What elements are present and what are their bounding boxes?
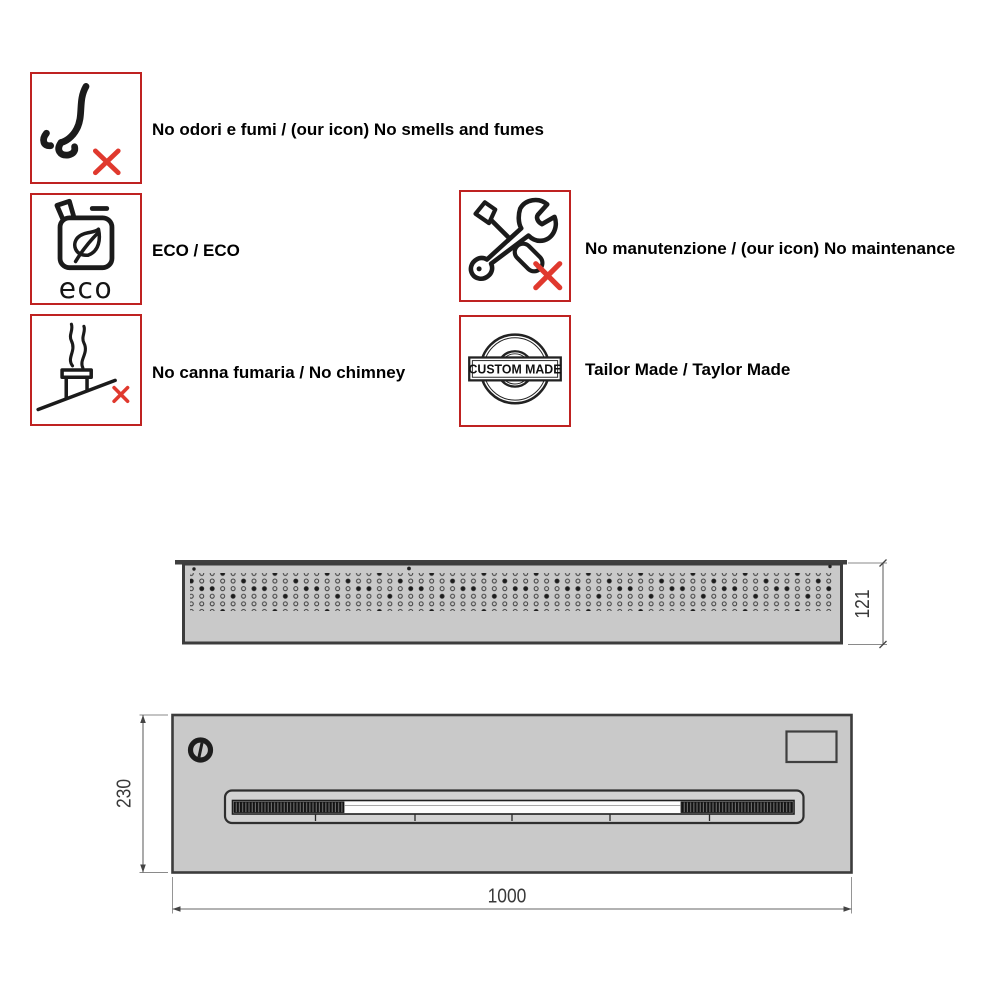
front-view xyxy=(113,715,851,914)
width-dimension-label: 1000 xyxy=(487,885,527,908)
screw-dot xyxy=(407,567,411,571)
feature-label-eco: ECO / ECO xyxy=(152,241,240,260)
eco-caption: eco xyxy=(58,271,114,303)
feature-label-no-smells: No odori e fumi / (our icon) No smells and fumes xyxy=(152,120,544,139)
burner-slot xyxy=(225,791,804,824)
burner-grid-right xyxy=(681,802,793,813)
top-view xyxy=(175,560,887,649)
control-plate xyxy=(787,732,837,763)
height-dimension xyxy=(113,715,168,873)
feature-label-no-chimney: No canna fumaria / No chimney xyxy=(152,363,406,382)
feature-label-custom-made: Tailor Made / Taylor Made xyxy=(585,360,791,379)
perforation-filled-holes xyxy=(190,573,836,611)
depth-dimension xyxy=(848,560,887,649)
depth-dimension-label: 121 xyxy=(851,589,875,619)
filler-cap-knob xyxy=(191,740,211,760)
width-dimension xyxy=(173,877,852,914)
custom-made-caption: CUSTOM MADE xyxy=(468,362,562,377)
burner-grid-left xyxy=(234,802,344,813)
height-dimension-label: 230 xyxy=(113,778,136,809)
feature-label-no-maintenance: No manutenzione / (our icon) No maintenance xyxy=(585,239,956,258)
screw-dot xyxy=(192,567,195,570)
screw-dot xyxy=(828,565,831,568)
